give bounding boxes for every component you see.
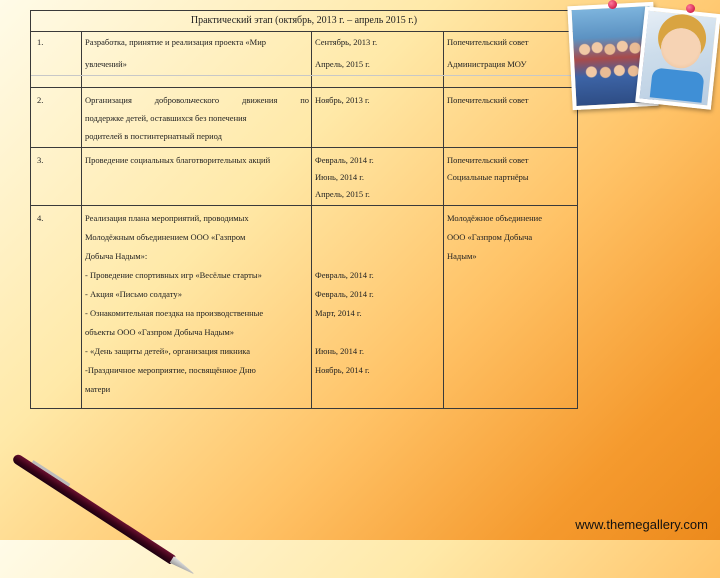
action-text: - Ознакомительная поездка на производственные: [85, 308, 264, 318]
date-text: Сентябрь, 2013 г.: [315, 37, 378, 47]
row-number: 1.: [37, 37, 44, 47]
action-text: поддержке детей, оставшихся без попечения: [85, 113, 247, 123]
date-text: Февраль, 2014 г.: [315, 270, 374, 280]
partner-text: Попечительский совет: [447, 155, 529, 165]
row-divider: [31, 147, 577, 148]
partner-text: Надым»: [447, 251, 477, 261]
practical-stage-table: [30, 10, 578, 409]
row-divider: [31, 205, 577, 206]
pushpin-icon: [608, 0, 617, 9]
partner-text: Попечительский совет: [447, 37, 529, 47]
action-text: увлечений»: [85, 59, 127, 69]
table-header: Практический этап (октябрь, 2013 г. – апрель 2015 г.): [31, 11, 577, 32]
action-text: - «День защиты детей», организация пикника: [85, 346, 251, 356]
action-text: Реализация плана мероприятий, проводимых: [85, 213, 249, 223]
partner-text: Попечительский совет: [447, 95, 529, 105]
action-text: -Праздничное мероприятие, посвящённое Дню: [85, 365, 256, 375]
row-number: 4.: [37, 213, 44, 223]
action-text: - Проведение спортивных игр «Весёлые старты»: [85, 270, 262, 280]
date-text: Июнь, 2014 г.: [315, 172, 364, 182]
action-text: Добыча Надым»:: [85, 251, 148, 261]
date-text: Апрель, 2015 г.: [315, 189, 370, 199]
pen-icon: [11, 453, 176, 565]
date-text: Март, 2014 г.: [315, 308, 362, 318]
action-text: Разработка, принятие и реализация проекта «Мир: [85, 37, 267, 47]
partner-text: Социальные партнёры: [447, 172, 529, 182]
action-text: Молодёжным объединением ООО «Газпром: [85, 232, 246, 242]
action-word: по: [300, 95, 309, 105]
pushpin-icon: [686, 4, 695, 13]
action-text: родителей в постинтернатный период: [85, 131, 222, 141]
partner-text: Администрация МОУ: [447, 59, 527, 69]
action-text: матери: [85, 384, 111, 394]
date-text: Ноябрь, 2013 г.: [315, 95, 370, 105]
row-number: 3.: [37, 155, 44, 165]
row-number: 2.: [37, 95, 44, 105]
row-divider: [31, 87, 577, 88]
action-text: объекты ООО «Газпром Добыча Надым»: [85, 327, 234, 337]
date-text: Апрель, 2015 г.: [315, 59, 370, 69]
child-photo: [635, 6, 720, 109]
date-text: Июнь, 2014 г.: [315, 346, 364, 356]
action-word: движения: [241, 95, 278, 105]
partner-text: Молодёжное объединение: [447, 213, 542, 223]
row-divider: [31, 75, 577, 76]
action-word: Организация: [85, 95, 132, 105]
action-word: добровольческого: [154, 95, 220, 105]
date-text: Февраль, 2014 г.: [315, 155, 374, 165]
date-text: Ноябрь, 2014 г.: [315, 365, 370, 375]
date-text: Февраль, 2014 г.: [315, 289, 374, 299]
action-text: - Акция «Письмо солдату»: [85, 289, 183, 299]
partner-text: ООО «Газпром Добыча: [447, 232, 533, 242]
action-text: [85, 95, 309, 106]
action-text: Проведение социальных благотворительных акций: [85, 155, 271, 165]
website-url: www.themegallery.com: [575, 517, 708, 532]
